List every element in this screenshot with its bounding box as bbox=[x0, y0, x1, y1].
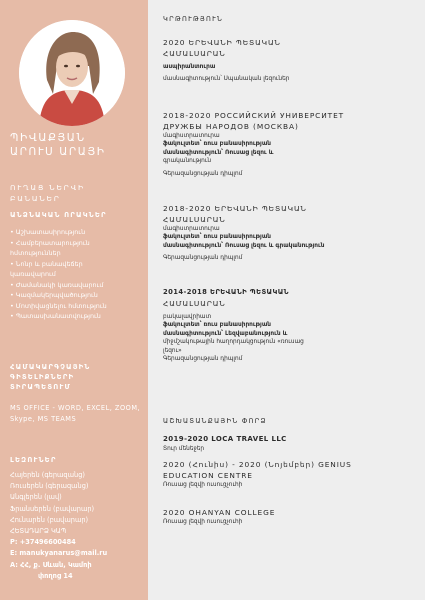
edu2-line5: Գերազանցության դիպլոմ bbox=[163, 170, 243, 177]
edu3-line4: Գերազանցության դիպլոմ bbox=[163, 255, 243, 262]
list-item: կառավարում bbox=[10, 270, 56, 278]
position-line1: ՈՒՂԱՑ ՆԵՐՎԻ bbox=[10, 183, 85, 192]
language-item: Ռուսերեն (գերազանց) bbox=[10, 482, 89, 491]
edu3-line3: մասնագիտություն՝ Ռուսաց լեզու և գրականություն bbox=[163, 242, 325, 249]
work3-title: 2020 OHANYAN COLLEGE bbox=[163, 508, 276, 517]
edu2-line3: մասնագիտություն՝ Ռուսաց լեզու և bbox=[163, 149, 274, 156]
education-entry-1 bbox=[163, 37, 418, 84]
computer-title-line2: ԳԻՏԵԼԻՔՆԵՐԻ bbox=[10, 373, 75, 381]
email-address: E: manukyanarus@mail.ru bbox=[10, 549, 108, 558]
list-item: • Համբերատարություն bbox=[10, 238, 90, 247]
edu3-title-line1: 2018-2020 ԵՐԵՎԱՆԻ ՊԵՏԱԿԱՆ bbox=[163, 204, 307, 213]
edu4-line6: Գերազանցության դիպլոմ bbox=[163, 356, 243, 363]
edu3-line1: մագիստրատուրա bbox=[163, 226, 220, 232]
name-line2: ԱՐՈՒՍ ԱՐԱՅԻ bbox=[10, 146, 106, 158]
edu4-line5: լեզու» bbox=[163, 347, 182, 354]
personal-qualities-title: ԱՆՁՆԱԿԱՆ ՈՐԱԿՆԵՐ bbox=[10, 211, 107, 219]
phone-number: P: +37496600484 bbox=[10, 538, 76, 547]
edu2-line2: ֆակուլտետ՝ ռուս բանասիրության bbox=[163, 141, 272, 148]
avatar-portrait bbox=[19, 20, 125, 126]
edu4-line3: մասնագիտություն՝ Լեզվաբանություն և bbox=[163, 330, 288, 337]
list-item: • Ժամանակի կառավարում bbox=[10, 280, 104, 289]
computer-title-line1: ՀԱՄԱԿԱՐԳՉԱՅԻՆ bbox=[10, 363, 91, 371]
computer-skills-text: MS OFFICE - WORD, EXCEL, ZOOM, Skype, MS TEAMS bbox=[10, 404, 141, 423]
language-item: Հայերեն (գերազանց) bbox=[10, 471, 85, 479]
work2-title-line2: EDUCATION CENTRE bbox=[163, 471, 253, 480]
education-entry-2 bbox=[163, 110, 418, 178]
work2-title-line1: 2020 (Հունիս) - 2020 (Նոյեմբեր) GENIUS bbox=[163, 460, 352, 469]
list-item: • Կազմակերպվածություն bbox=[10, 291, 98, 299]
languages-title: ԼԵԶՈՒՆԵՐ bbox=[10, 456, 57, 464]
education-entry-3 bbox=[163, 203, 418, 263]
work1-title: 2019-2020 LOCA TRAVEL LLC bbox=[163, 435, 287, 443]
edu4-line1: բակալավրիատ bbox=[163, 314, 212, 320]
edu1-line2: մասնագիտություն՝ Սպանական լեզուներ bbox=[163, 76, 290, 83]
list-item: • Պատասխանատվություն bbox=[10, 312, 101, 320]
work2-line1: Ռուսաց լեզվի ուսուցչուհի bbox=[163, 482, 243, 488]
address-line2: փողոց 14 bbox=[38, 571, 73, 580]
work1-line1: Տուր մենեջեր bbox=[163, 446, 205, 452]
education-title: ԿՐԹՈՒԹՅՈՒՆ bbox=[163, 15, 224, 23]
edu1-title-line2: ՀԱՄԱԼՍԱՐԱՆ bbox=[163, 49, 226, 58]
language-item: Հունարեն (բավարար) bbox=[10, 515, 89, 524]
edu4-line2: ֆակուլտետ՝ ռուս բանասիրության bbox=[163, 322, 272, 329]
edu4-line4: միջմշակութային հաղորդակցություն «ռուսաց bbox=[163, 339, 304, 346]
list-item: • Աշխատասիրություն bbox=[10, 228, 86, 236]
list-item: • Մոտիվացնելու հմտություն bbox=[10, 301, 107, 310]
list-item: հմտություններ bbox=[10, 249, 61, 257]
education-entry-4 bbox=[163, 287, 418, 363]
personal-qualities-list bbox=[10, 227, 144, 322]
avatar bbox=[19, 20, 125, 126]
person-name bbox=[10, 131, 142, 159]
work-entry-2 bbox=[163, 459, 418, 489]
languages-list bbox=[10, 470, 144, 582]
language-item: Անգլերեն (լավ) bbox=[10, 493, 62, 502]
name-line1: ՊԻՎԱՔՅԱՆ bbox=[10, 132, 86, 144]
list-item: • Նոնր և բանավեճեր bbox=[10, 259, 83, 268]
edu1-line1: ասպիրանտուրա bbox=[163, 64, 216, 70]
work-entry-1 bbox=[163, 434, 418, 453]
address-line1: A: ՀՀ, ք. Սևան, Կամոի bbox=[10, 560, 92, 569]
computer-skills-title bbox=[10, 362, 90, 392]
position-line2: ԲԱՆԱՆԵՐ bbox=[10, 194, 61, 203]
edu2-title-line1: 2018-2020 РОССИЙСКИЙ УНИВЕРСИТЕТ bbox=[163, 111, 345, 120]
work-experience-title: ԱՇԽԱՏԱՆՔԱՅԻՆ ՓՈՐՁ bbox=[163, 417, 267, 425]
edu3-line2: ֆակուլտետ՝ ռուս բանասիրության bbox=[163, 234, 272, 241]
edu2-line1: մագիստրատուրա bbox=[163, 133, 220, 139]
edu3-title-line2: ՀԱՄԱԼՍԱՐԱՆ bbox=[163, 215, 226, 224]
work-entry-3 bbox=[163, 507, 418, 526]
edu4-title-line2: ՀԱՄԱԼՍԱՐԱՆ bbox=[163, 299, 226, 308]
position-title bbox=[10, 182, 85, 204]
edu2-title-line2: ДРУЖБЫ НАРОДОВ (МОСКВА) bbox=[163, 122, 299, 131]
work3-line1: Ռուսաց լեզվի ուսուցչուհի bbox=[163, 519, 243, 525]
edu2-line4: գրականություն bbox=[163, 158, 212, 165]
edu1-title-line1: 2020 ԵՐԵՎԱՆԻ ՊԵՏԱԿԱՆ bbox=[163, 38, 281, 47]
edu4-title-line1: 2014-2018 ԵՐԵՎԱՆԻ ՊԵՏԱԿԱՆ bbox=[163, 288, 289, 296]
language-item: Ֆրանսերեն (բավարար) bbox=[10, 504, 95, 513]
computer-title-line3: ՏԻՐԱՊԵՏՈՒՄ bbox=[10, 383, 72, 391]
contacts-title: ՀԵՏԱԴԱՐՁ ԿԱՊ bbox=[10, 527, 67, 536]
